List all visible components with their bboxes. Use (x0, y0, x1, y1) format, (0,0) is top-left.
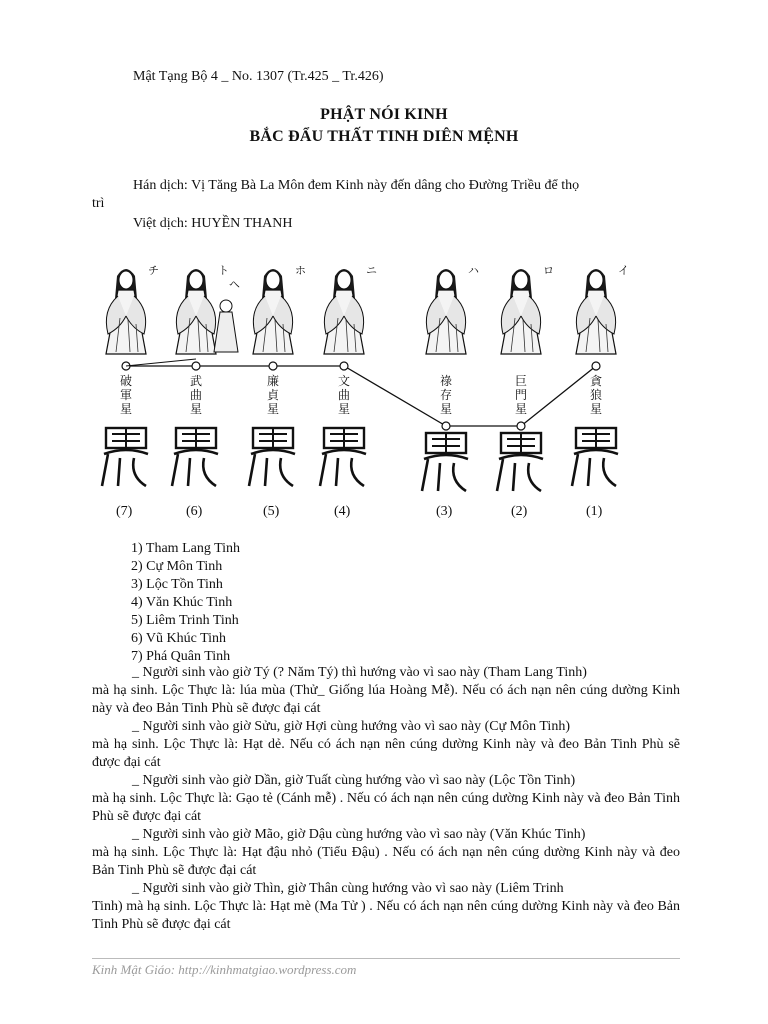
paragraph-body: mà hạ sinh. Lộc Thực là: lúa mùa (Thử_ Giống lúa Hoàng Mễ). Nếu có ách nạn nên cúng dường Kinh này và đeo Bản Tinh Phù sẽ được đại cát (92, 682, 680, 716)
footer-divider (92, 958, 680, 959)
paragraph-first-line: _ Người sinh vào giờ Tý (? Năm Tý) thì hướng vào vì sao này (Tham Lang Tinh) (132, 665, 587, 680)
seal-script-glyph (172, 428, 218, 486)
star-name-glyph: 破 (119, 374, 133, 388)
paragraph-ty (92, 664, 680, 717)
star-deity-figure (253, 269, 293, 354)
star-name-glyph: 門 (514, 388, 528, 402)
paragraph-body: mà hạ sinh. Lộc Thực là: Hạt đậu nhỏ (Tiểu Đậu) . Nếu có ách nạn nên cúng dường Kinh này và đeo Bản Tinh Phù sẽ được đại cát (92, 844, 680, 878)
figure-kana-label: イ (618, 264, 629, 277)
star-deity-figure (501, 269, 541, 354)
star-number: (7) (116, 504, 133, 519)
figure-kana-label: ロ (543, 264, 554, 277)
child-attendant-figure (214, 300, 238, 352)
star-list (131, 540, 240, 666)
star-name-glyph: 星 (439, 402, 453, 416)
list-item: 6) Vũ Khúc Tinh (131, 631, 227, 646)
star-name-glyph: 軍 (119, 388, 133, 402)
list-item: 4) Văn Khúc Tinh (131, 595, 233, 610)
seal-script-glyph (497, 433, 543, 491)
star-name-glyph: 星 (337, 402, 351, 416)
star-node (340, 362, 348, 370)
paragraph-first-line: _ Người sinh vào giờ Mão, giờ Dậu cùng hướng vào vì sao này (Văn Khúc Tinh) (132, 827, 586, 842)
footer-link[interactable]: Kinh Mật Giáo: http://kinhmatgiao.wordpress.com (92, 962, 357, 977)
star-deity-figure (426, 269, 466, 354)
han-dich-continuation: trì (92, 196, 105, 211)
paragraph-first-line: _ Người sinh vào giờ Dần, giờ Tuất cùng hướng vào vì sao này (Lộc Tồn Tinh) (132, 773, 576, 788)
paragraph-thin-than (92, 880, 680, 933)
figure-kana-label: チ (148, 264, 159, 277)
seal-script-glyph (249, 428, 295, 486)
paragraph-suu-hoi (92, 718, 680, 771)
star-number: (3) (436, 504, 453, 519)
star-name-glyph: 存 (439, 388, 453, 402)
star-name-glyph: 武 (189, 374, 203, 388)
star-number: (5) (263, 504, 280, 519)
viet-dich-line: Việt dịch: HUYỀN THANH (133, 216, 293, 231)
figure-kana-label: ホ (295, 264, 306, 277)
star-name-glyph: 星 (119, 402, 133, 416)
paragraph-body: Tinh) mà hạ sinh. Lộc Thực là: Hạt mè (Ma Tử ) . Nếu có ách nạn nên cúng dường Kinh này và đeo Bản Tinh Phù sẽ được đại cát (92, 898, 680, 932)
seal-script-glyph (572, 428, 618, 486)
document-reference: Mật Tạng Bộ 4 _ No. 1307 (Tr.425 _ Tr.426) (133, 69, 384, 84)
list-item: 1) Tham Lang Tinh (131, 541, 241, 556)
star-name-glyph: 狼 (589, 388, 603, 402)
star-node (442, 422, 450, 430)
star-name-glyph: 曲 (337, 388, 351, 402)
star-deity-figure (576, 269, 616, 354)
star-name-glyph: 廉 (266, 374, 280, 388)
title-line-1: PHẬT NÓI KINH (320, 106, 448, 123)
star-deity-figure (176, 269, 216, 354)
star-node (517, 422, 525, 430)
star-name-glyph: 星 (514, 402, 528, 416)
star-number: (1) (586, 504, 603, 519)
star-node (269, 362, 277, 370)
star-name-glyph: 巨 (514, 374, 528, 388)
figure-kana-label: ニ (366, 264, 377, 277)
star-name-glyph: 貪 (589, 374, 603, 388)
star-node (592, 362, 600, 370)
list-item: 5) Liêm Trinh Tinh (131, 613, 239, 628)
star-name-glyph: 文 (337, 374, 351, 388)
list-item: 2) Cự Môn Tinh (131, 559, 223, 574)
list-item: 7) Phá Quân Tinh (131, 649, 231, 664)
figure-kana-label: ハ (468, 264, 479, 277)
star-name-glyph: 曲 (189, 388, 203, 402)
star-number: (6) (186, 504, 203, 519)
star-node (192, 362, 200, 370)
paragraph-body: mà hạ sinh. Lộc Thực là: Gạo tẻ (Cánh mễ) . Nếu có ách nạn nên cúng dường Kinh này và đeo Bản Tinh Phù sẽ được đại cát (92, 790, 680, 824)
seal-script-glyph (102, 428, 148, 486)
seven-stars-illustration (96, 258, 636, 498)
star-name-glyph: 星 (266, 402, 280, 416)
paragraph-mao-dau (92, 826, 680, 879)
star-name-glyph: 貞 (266, 388, 280, 402)
han-dich-line: Hán dịch: Vị Tăng Bà La Môn đem Kinh này đến dâng cho Đường Triều để thọ (133, 178, 580, 193)
star-name-glyph: 星 (189, 402, 203, 416)
seal-script-glyph (422, 433, 468, 491)
figure-kana-label: ト (218, 264, 229, 277)
star-deity-figure (324, 269, 364, 354)
seal-script-glyph (320, 428, 366, 486)
paragraph-dan-tuat (92, 772, 680, 825)
star-number: (4) (334, 504, 351, 519)
star-deity-figure (106, 269, 146, 354)
star-name-glyph: 祿 (439, 374, 453, 388)
paragraph-body: mà hạ sinh. Lộc Thực là: Hạt dẻ. Nếu có ách nạn nên cúng dường Kinh này và đeo Bản Tinh Phù sẽ được đại cát (92, 736, 680, 770)
list-item: 3) Lộc Tồn Tinh (131, 577, 223, 592)
paragraph-first-line: _ Người sinh vào giờ Sửu, giờ Hợi cùng hướng vào vì sao này (Cự Môn Tinh) (132, 719, 570, 734)
star-name-glyph: 星 (589, 402, 603, 416)
star-number: (2) (511, 504, 528, 519)
paragraph-first-line: _ Người sinh vào giờ Thìn, giờ Thân cùng hướng vào vì sao này (Liêm Trinh (132, 881, 564, 896)
child-kana-label: ヘ (229, 278, 240, 291)
title-line-2: BẮC ĐẨU THẤT TINH DIÊN MỆNH (249, 128, 519, 145)
